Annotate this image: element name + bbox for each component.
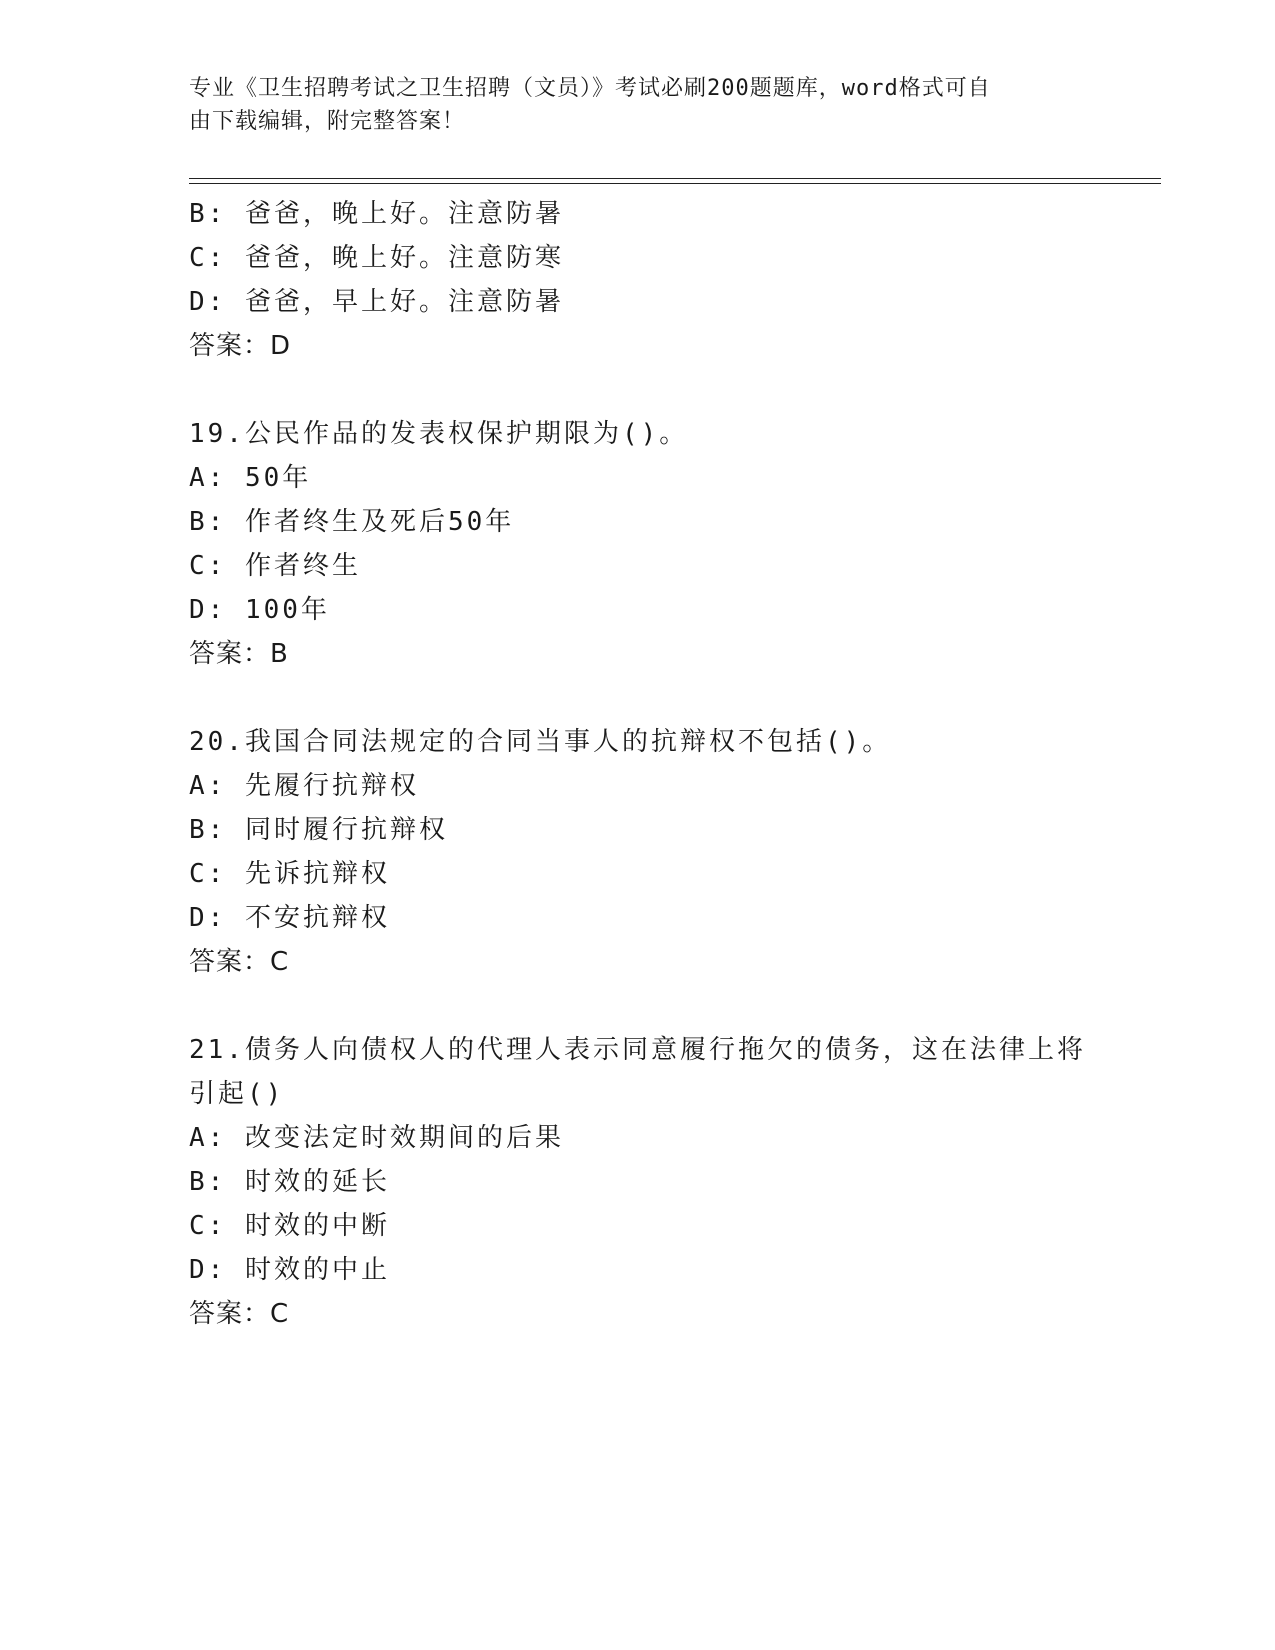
q20-option-d: D: 不安抗辩权 <box>189 903 390 933</box>
document-header <box>189 72 1089 138</box>
q19-option-a: A: 50年 <box>189 463 312 493</box>
q21-option-b: B: 时效的延长 <box>189 1167 390 1197</box>
q18-answer: 答案：D <box>189 331 292 361</box>
q21-option-a: A: 改变法定时效期间的后果 <box>189 1123 564 1153</box>
q19-question: 19.公民作品的发表权保护期限为()。 <box>189 419 689 449</box>
q21-question-line-2: 引起() <box>189 1079 285 1109</box>
q21-question-line-1: 21.债务人向债权人的代理人表示同意履行拖欠的债务，这在法律上将 <box>189 1035 1086 1065</box>
q21-option-d: D: 时效的中止 <box>189 1255 390 1285</box>
q18-option-c: C: 爸爸，晚上好。注意防寒 <box>189 243 564 273</box>
q18-option-d: D: 爸爸，早上好。注意防暑 <box>189 287 564 317</box>
q21-answer: 答案：C <box>189 1299 290 1329</box>
q20-option-b: B: 同时履行抗辩权 <box>189 815 448 845</box>
q20-answer: 答案：C <box>189 947 290 977</box>
header-line-1: 专业《卫生招聘考试之卫生招聘（文员）》考试必刷200题题库，word格式可自 <box>189 76 991 101</box>
q19-option-b: B: 作者终生及死后50年 <box>189 507 515 537</box>
q19-option-c: C: 作者终生 <box>189 551 361 581</box>
header-divider-bottom <box>189 183 1161 184</box>
q20-question: 20.我国合同法规定的合同当事人的抗辩权不包括()。 <box>189 727 892 757</box>
q20-option-c: C: 先诉抗辩权 <box>189 859 390 889</box>
q20-option-a: A: 先履行抗辩权 <box>189 771 419 801</box>
q21-option-c: C: 时效的中断 <box>189 1211 390 1241</box>
header-line-2: 由下载编辑，附完整答案！ <box>189 109 466 134</box>
q18-option-b: B: 爸爸，晚上好。注意防暑 <box>189 199 564 229</box>
header-divider-top <box>189 178 1161 179</box>
q19-answer: 答案：B <box>189 639 289 669</box>
q19-option-d: D: 100年 <box>189 595 330 625</box>
